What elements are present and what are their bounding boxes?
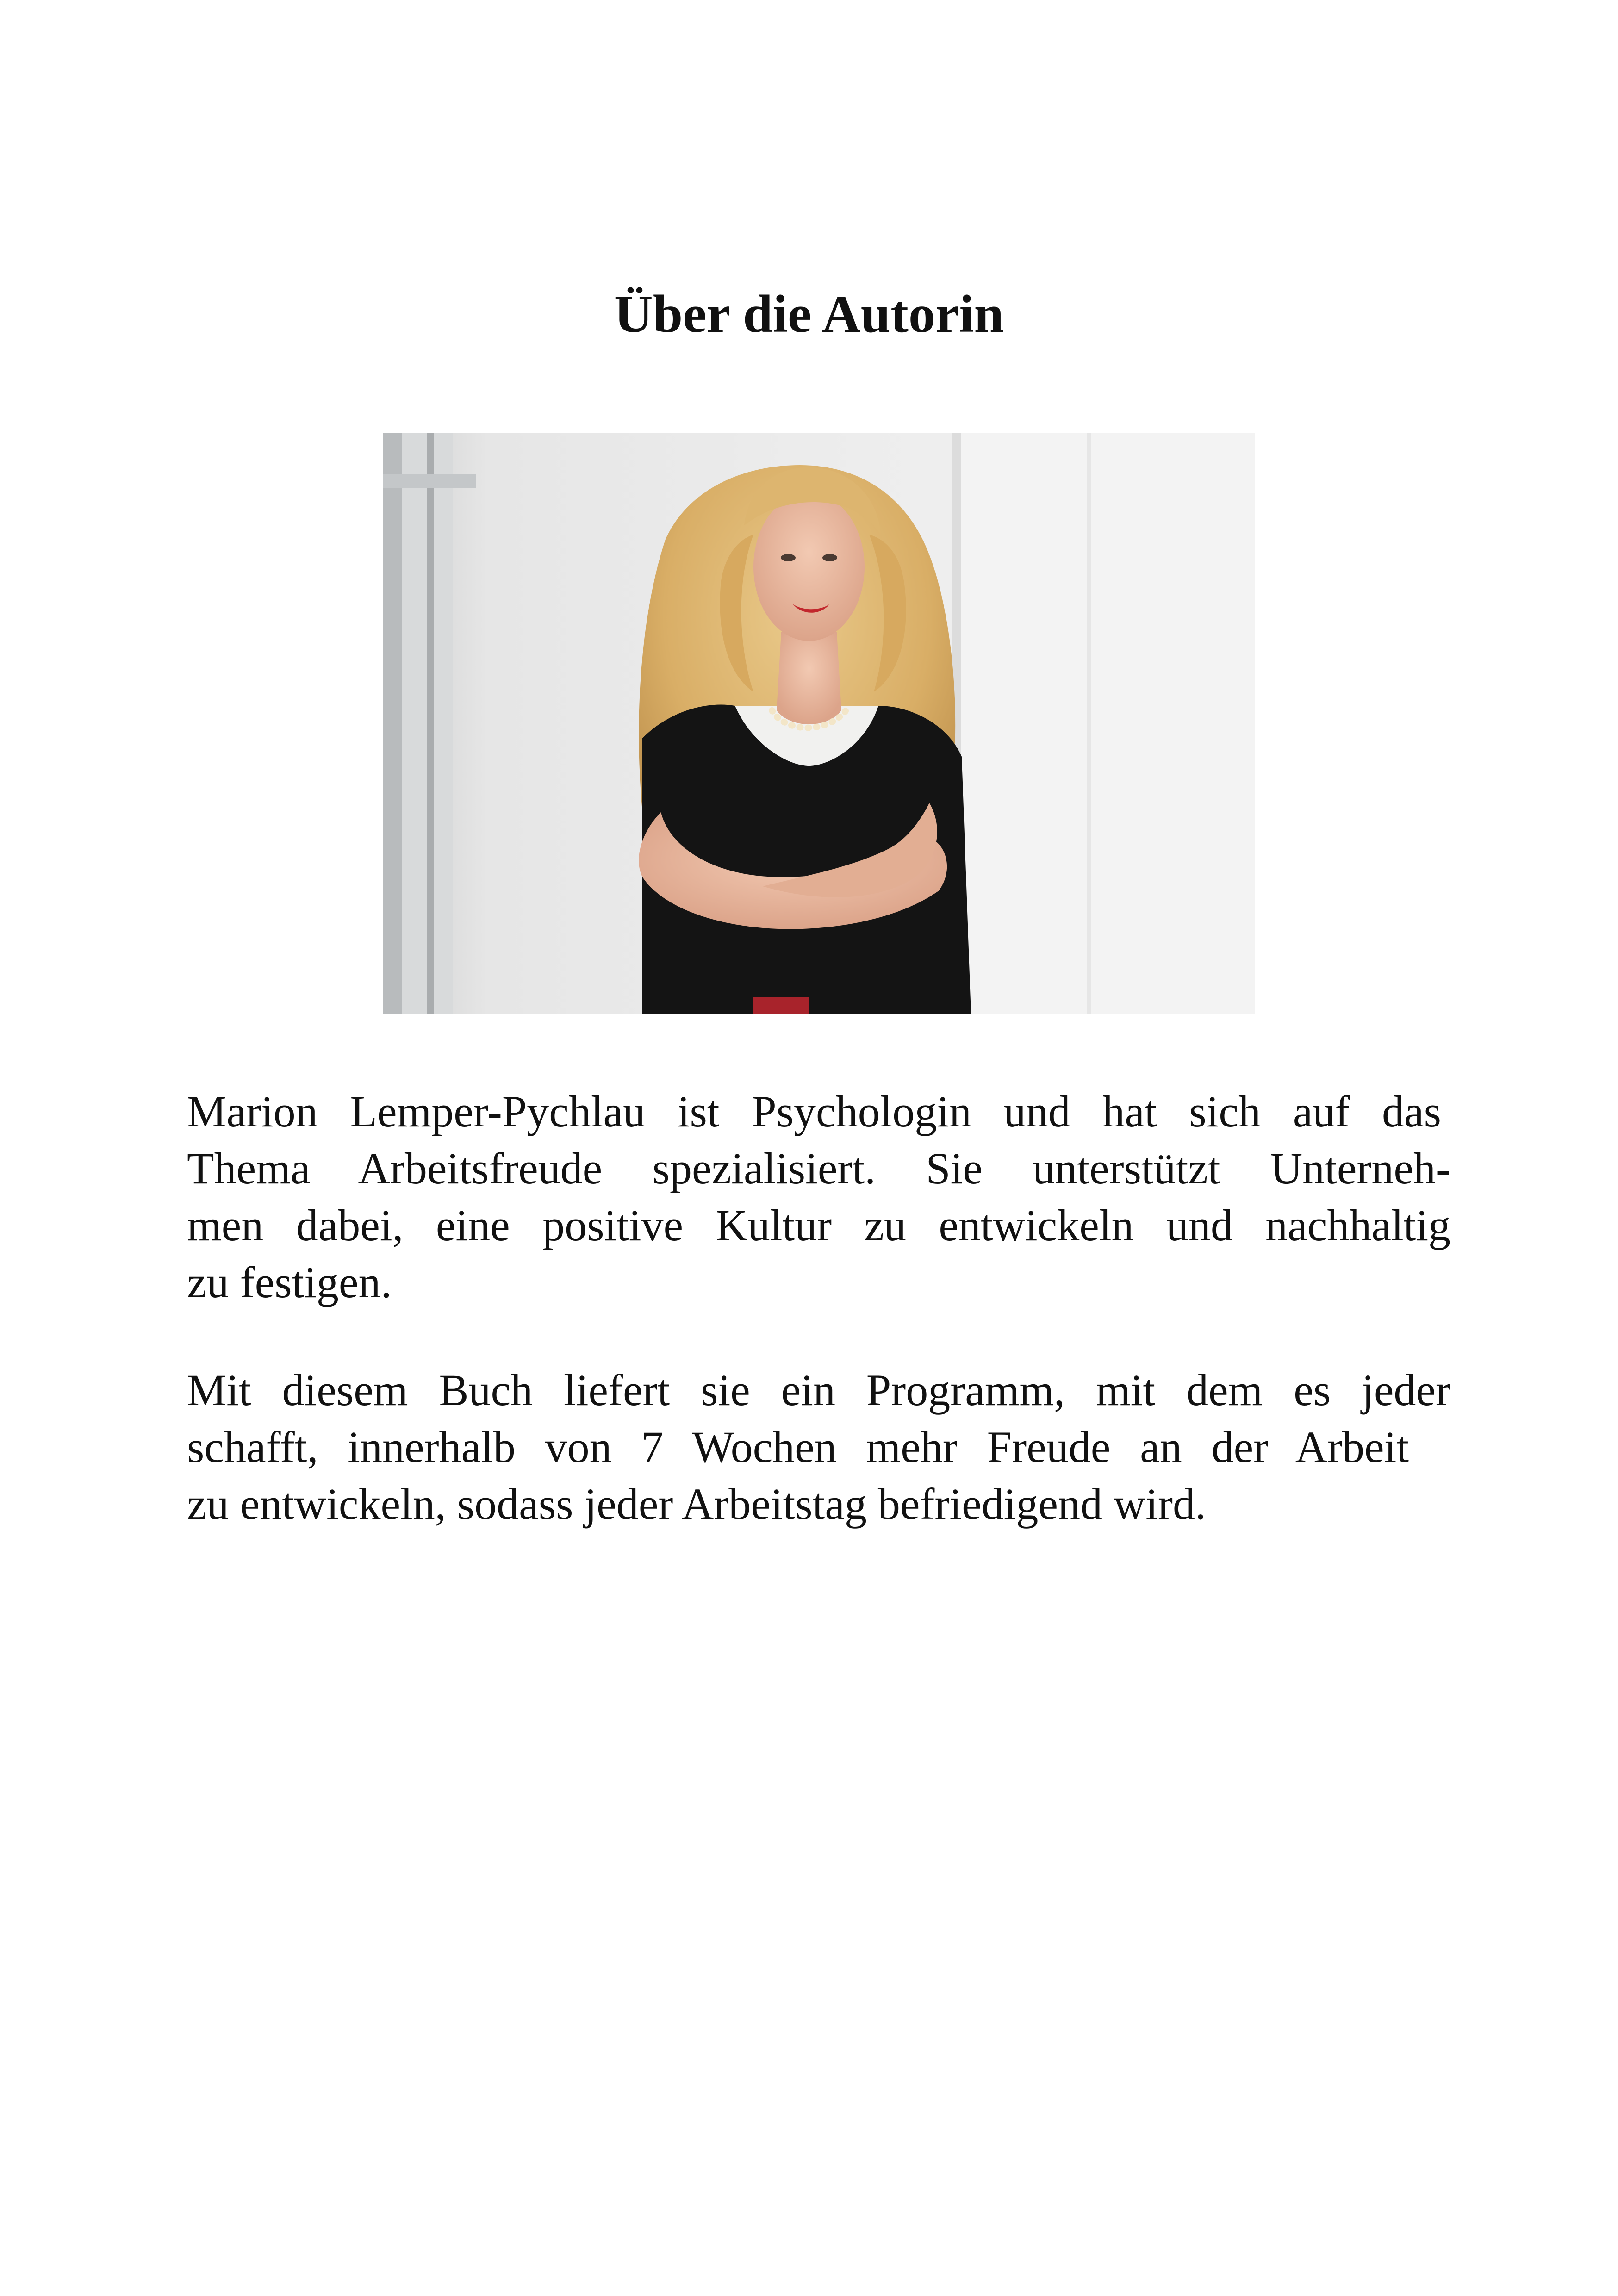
description-line: Mit diesem Buch liefert sie ein Programm, mit dem es jeder bbox=[187, 1365, 1450, 1415]
bio-line: Marion Lemper-Pychlau ist Psychologin und hat sich auf das bbox=[187, 1087, 1441, 1136]
page-title: Über die Autorin bbox=[614, 285, 1004, 344]
bio-line: Thema Arbeitsfreude spezialisiert. Sie unterstützt Unterneh- bbox=[187, 1144, 1450, 1193]
bio-line: men dabei, eine positive Kultur zu entwickeln und nachhaltig bbox=[187, 1201, 1450, 1250]
description-line: zu entwickeln, sodass jeder Arbeitstag befriedigend wird. bbox=[187, 1479, 1206, 1529]
book-description-paragraph bbox=[187, 1362, 1450, 1532]
description-line: schafft, innerhalb von 7 Wochen mehr Freude an der Arbeit bbox=[187, 1422, 1409, 1472]
author-bio-paragraph bbox=[187, 1083, 1450, 1311]
bio-line: zu festigen. bbox=[187, 1257, 392, 1307]
author-photo bbox=[383, 433, 1255, 1014]
